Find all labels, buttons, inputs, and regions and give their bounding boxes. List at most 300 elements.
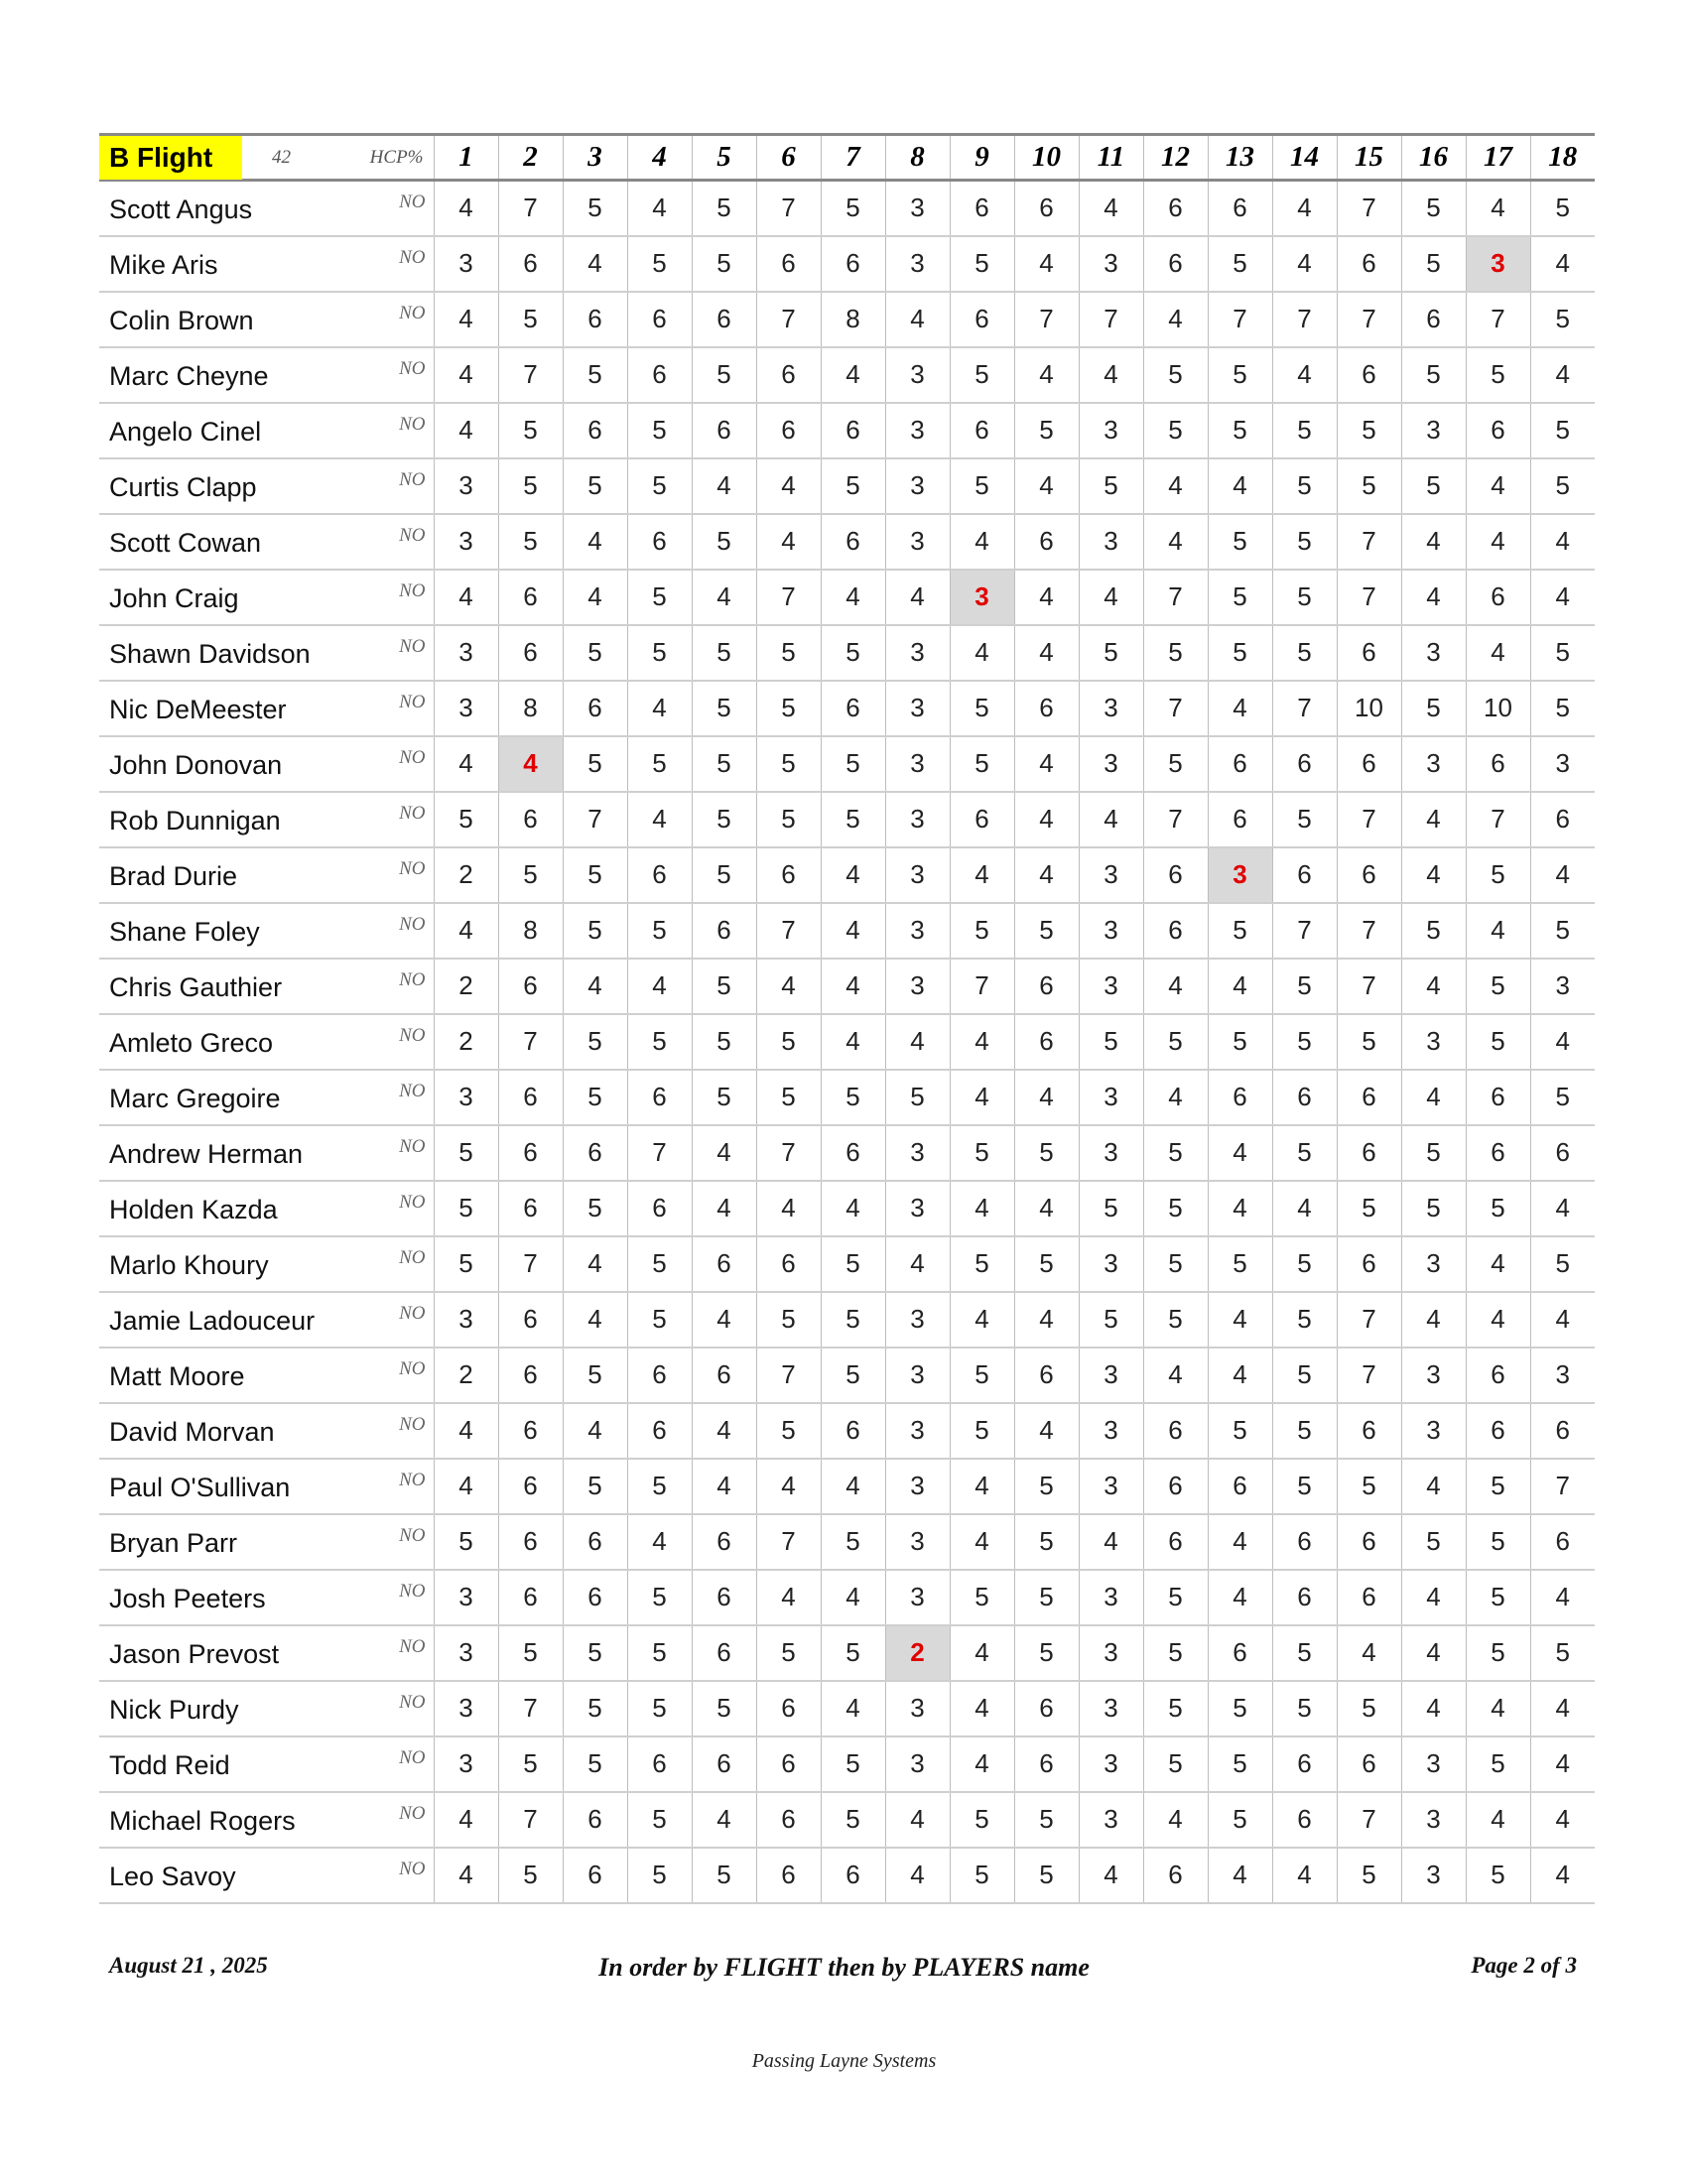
score-cell — [1466, 458, 1530, 514]
sort-order-note: In order by FLIGHT then by PLAYERS name — [598, 1953, 1090, 1982]
score-cell — [434, 1348, 498, 1403]
score-value: 7 — [1362, 970, 1376, 1000]
hcp-flag: NO — [399, 357, 426, 379]
score-value: 5 — [587, 748, 602, 778]
score-cell — [1272, 403, 1337, 458]
score-value: 5 — [1168, 1637, 1183, 1667]
score-value: 4 — [1362, 1637, 1376, 1667]
score-cell — [756, 1625, 821, 1681]
score-cell — [1466, 1181, 1530, 1236]
score-value: 5 — [587, 1693, 602, 1723]
score-cell — [1337, 1236, 1401, 1292]
score-cell — [563, 1848, 627, 1903]
score-cell — [885, 959, 950, 1014]
score-cell — [756, 625, 821, 681]
score-value: 5 — [974, 1137, 989, 1167]
score-value: 4 — [910, 581, 925, 611]
score-value: 5 — [652, 1860, 667, 1889]
score-value: 5 — [587, 1359, 602, 1389]
score-value: 5 — [652, 1471, 667, 1500]
score-value: 7 — [523, 359, 538, 389]
score-value: 5 — [845, 804, 860, 834]
score-value: 3 — [1104, 1637, 1118, 1667]
score-cell — [1272, 625, 1337, 681]
score-cell — [1014, 570, 1079, 625]
score-value: 5 — [1426, 1526, 1441, 1556]
score-value: 3 — [910, 1748, 925, 1778]
table-row — [99, 1181, 1595, 1236]
score-cell — [434, 1681, 498, 1736]
score-cell — [1014, 1181, 1079, 1236]
score-value: 6 — [1233, 1471, 1247, 1500]
hole-header-9: 9 — [950, 135, 1014, 181]
score-cell — [692, 458, 756, 514]
score-value: 7 — [1362, 1304, 1376, 1334]
score-cell — [885, 681, 950, 736]
score-value: 4 — [974, 1193, 989, 1222]
score-cell — [1530, 1570, 1595, 1625]
score-value: 3 — [910, 748, 925, 778]
score-cell — [1208, 792, 1272, 847]
table-row — [99, 1625, 1595, 1681]
score-cell — [821, 1070, 885, 1125]
score-cell — [1208, 458, 1272, 514]
score-value: 5 — [652, 915, 667, 945]
score-cell — [563, 570, 627, 625]
score-cell — [1337, 903, 1401, 959]
score-value: 6 — [587, 415, 602, 445]
score-value: 6 — [1297, 1082, 1312, 1111]
score-cell — [1079, 1681, 1143, 1736]
score-cell — [821, 1125, 885, 1181]
score-value: 4 — [652, 804, 667, 834]
score-cell — [1466, 514, 1530, 570]
score-value: 5 — [587, 1637, 602, 1667]
score-value: 5 — [1491, 859, 1505, 889]
hcp-flag: NO — [399, 635, 426, 657]
score-value: 3 — [910, 693, 925, 722]
score-cell — [1530, 1792, 1595, 1848]
score-cell — [756, 959, 821, 1014]
score-value: 4 — [1233, 1359, 1247, 1389]
score-value: 2 — [458, 970, 473, 1000]
score-cell — [498, 847, 563, 903]
score-value: 5 — [974, 248, 989, 278]
score-cell — [1208, 1459, 1272, 1514]
score-cell — [1530, 1236, 1595, 1292]
score-value: 4 — [1555, 859, 1570, 889]
score-value: 6 — [523, 1137, 538, 1167]
score-cell — [1272, 236, 1337, 292]
table-row — [99, 403, 1595, 458]
score-cell — [950, 1570, 1014, 1625]
score-value: 3 — [1426, 415, 1441, 445]
score-value: 3 — [910, 1693, 925, 1723]
score-value: 4 — [587, 248, 602, 278]
score-value: 5 — [523, 304, 538, 333]
score-value: 5 — [1362, 1693, 1376, 1723]
score-cell — [627, 792, 692, 847]
score-value: 5 — [974, 1582, 989, 1611]
score-cell — [821, 847, 885, 903]
player-name: Andrew Herman — [109, 1138, 304, 1169]
score-value: 3 — [910, 470, 925, 500]
score-cell — [1466, 1792, 1530, 1848]
score-value: 4 — [1491, 193, 1505, 223]
score-value: 5 — [1233, 1804, 1247, 1834]
player-name: Curtis Clapp — [109, 471, 257, 502]
score-value: 4 — [1168, 1359, 1183, 1389]
score-cell — [1272, 1848, 1337, 1903]
score-value: 3 — [974, 581, 989, 611]
score-value: 5 — [1233, 248, 1247, 278]
score-value: 5 — [716, 859, 731, 889]
score-cell — [498, 625, 563, 681]
score-cell — [885, 1459, 950, 1514]
score-cell — [1208, 959, 1272, 1014]
score-value: 5 — [1555, 193, 1570, 223]
score-cell — [1466, 1514, 1530, 1570]
score-cell — [756, 181, 821, 236]
table-row — [99, 236, 1595, 292]
score-cell — [563, 1292, 627, 1348]
player-cell — [99, 570, 434, 625]
score-cell — [1208, 1125, 1272, 1181]
score-value: 3 — [910, 1471, 925, 1500]
score-cell — [498, 903, 563, 959]
score-value: 4 — [1039, 1193, 1054, 1222]
score-cell — [498, 1181, 563, 1236]
score-value: 6 — [716, 915, 731, 945]
score-cell — [498, 292, 563, 347]
score-value: 4 — [458, 581, 473, 611]
score-cell — [1079, 1348, 1143, 1403]
score-value: 4 — [458, 915, 473, 945]
score-cell — [434, 1181, 498, 1236]
score-value: 4 — [1491, 915, 1505, 945]
score-cell — [1401, 792, 1466, 847]
score-value: 5 — [1426, 1137, 1441, 1167]
player-name: Michael Rogers — [109, 1805, 296, 1836]
score-cell — [885, 1570, 950, 1625]
player-cell — [99, 292, 434, 347]
score-cell — [692, 1236, 756, 1292]
score-value: 5 — [1039, 1804, 1054, 1834]
score-value: 6 — [1491, 1137, 1505, 1167]
score-cell — [1466, 959, 1530, 1014]
score-value: 4 — [974, 637, 989, 667]
player-name: Marc Gregoire — [109, 1083, 281, 1113]
score-value: 3 — [1104, 526, 1118, 556]
score-cell — [1272, 1181, 1337, 1236]
score-value: 6 — [652, 1082, 667, 1111]
score-cell — [1530, 903, 1595, 959]
score-cell — [1014, 1736, 1079, 1792]
score-cell — [498, 458, 563, 514]
score-cell — [434, 1570, 498, 1625]
table-row — [99, 1736, 1595, 1792]
score-value: 5 — [1426, 359, 1441, 389]
score-value: 6 — [1233, 1637, 1247, 1667]
score-cell — [950, 847, 1014, 903]
score-cell — [950, 736, 1014, 792]
score-cell — [1143, 1681, 1208, 1736]
score-cell — [950, 1181, 1014, 1236]
score-cell — [756, 903, 821, 959]
score-value: 5 — [1491, 1193, 1505, 1222]
score-value: 3 — [1104, 415, 1118, 445]
score-value: 5 — [716, 359, 731, 389]
score-value: 4 — [1168, 304, 1183, 333]
score-value: 3 — [1491, 248, 1505, 278]
score-cell — [1530, 847, 1595, 903]
player-name: Scott Cowan — [109, 527, 262, 558]
score-value: 3 — [1104, 693, 1118, 722]
score-value: 4 — [1491, 1804, 1505, 1834]
score-cell — [498, 959, 563, 1014]
player-cell — [99, 736, 434, 792]
score-value: 5 — [781, 1026, 796, 1056]
score-value: 5 — [845, 1637, 860, 1667]
score-value: 5 — [1297, 1471, 1312, 1500]
score-cell — [1530, 1459, 1595, 1514]
score-cell — [950, 181, 1014, 236]
score-cell — [1014, 1348, 1079, 1403]
score-cell — [1079, 736, 1143, 792]
score-value: 6 — [1168, 248, 1183, 278]
score-cell — [498, 681, 563, 736]
score-cell — [1337, 1848, 1401, 1903]
score-cell — [563, 1348, 627, 1403]
score-value: 7 — [781, 1359, 796, 1389]
hcp-flag: NO — [399, 1191, 426, 1213]
score-cell — [1337, 1125, 1401, 1181]
score-value: 6 — [1555, 1526, 1570, 1556]
player-cell — [99, 458, 434, 514]
player-name: Mike Aris — [109, 249, 218, 280]
score-cell — [756, 1681, 821, 1736]
score-value: 4 — [1555, 526, 1570, 556]
player-name: Leo Savoy — [109, 1861, 236, 1891]
score-value: 3 — [1233, 859, 1247, 889]
score-cell — [498, 181, 563, 236]
score-cell — [756, 1792, 821, 1848]
score-value: 4 — [1168, 1804, 1183, 1834]
score-value: 5 — [1233, 1026, 1247, 1056]
score-cell — [434, 1125, 498, 1181]
score-cell — [1337, 792, 1401, 847]
score-cell — [563, 625, 627, 681]
score-value: 5 — [587, 915, 602, 945]
hcp-flag: NO — [399, 1413, 426, 1435]
score-cell — [563, 1014, 627, 1070]
score-cell — [821, 1848, 885, 1903]
score-cell — [1143, 181, 1208, 236]
score-value: 4 — [652, 1526, 667, 1556]
score-cell — [692, 1403, 756, 1459]
score-value: 6 — [1362, 1748, 1376, 1778]
score-cell — [1337, 736, 1401, 792]
score-value: 5 — [1362, 1026, 1376, 1056]
score-value: 4 — [910, 304, 925, 333]
score-value: 3 — [1104, 915, 1118, 945]
score-cell — [434, 1459, 498, 1514]
score-value: 6 — [781, 1693, 796, 1723]
score-value: 3 — [458, 470, 473, 500]
software-credit: Passing Layne Systems — [751, 2050, 937, 2072]
score-value: 6 — [1297, 1804, 1312, 1834]
score-cell — [1143, 1459, 1208, 1514]
player-cell — [99, 1514, 434, 1570]
score-value: 6 — [716, 304, 731, 333]
score-value: 3 — [910, 1137, 925, 1167]
score-value: 7 — [1104, 304, 1118, 333]
score-cell — [563, 347, 627, 403]
score-value: 6 — [845, 415, 860, 445]
score-cell — [1143, 236, 1208, 292]
score-value: 5 — [1362, 470, 1376, 500]
score-value: 3 — [910, 915, 925, 945]
player-cell — [99, 959, 434, 1014]
score-value: 4 — [587, 1415, 602, 1445]
score-value: 6 — [1039, 693, 1054, 722]
score-cell — [434, 458, 498, 514]
score-value: 4 — [1039, 859, 1054, 889]
score-cell — [627, 903, 692, 959]
score-value: 5 — [587, 1471, 602, 1500]
score-value: 6 — [1233, 193, 1247, 223]
score-value: 4 — [1039, 804, 1054, 834]
score-cell — [1272, 292, 1337, 347]
score-value: 6 — [1297, 859, 1312, 889]
score-cell — [692, 625, 756, 681]
score-value: 7 — [781, 193, 796, 223]
score-value: 7 — [587, 804, 602, 834]
hole-header-6: 6 — [756, 135, 821, 181]
score-value: 5 — [523, 415, 538, 445]
score-cell — [1143, 1570, 1208, 1625]
score-cell — [692, 1570, 756, 1625]
player-cell — [99, 1681, 434, 1736]
score-cell — [1208, 514, 1272, 570]
score-value: 4 — [845, 1693, 860, 1723]
score-value: 6 — [652, 1193, 667, 1222]
score-cell — [885, 792, 950, 847]
score-value: 6 — [845, 1137, 860, 1167]
score-value: 7 — [1168, 581, 1183, 611]
table-row — [99, 1348, 1595, 1403]
score-cell — [1014, 625, 1079, 681]
score-cell — [1337, 570, 1401, 625]
score-cell — [1143, 959, 1208, 1014]
score-cell — [1208, 1403, 1272, 1459]
score-cell — [498, 403, 563, 458]
score-value: 6 — [523, 637, 538, 667]
score-value: 6 — [1233, 1082, 1247, 1111]
score-cell — [1466, 625, 1530, 681]
score-value: 5 — [1297, 581, 1312, 611]
score-cell — [1401, 1570, 1466, 1625]
score-cell — [821, 1403, 885, 1459]
player-name: Rob Dunnigan — [109, 805, 281, 835]
score-value: 6 — [781, 859, 796, 889]
score-value: 5 — [1491, 1582, 1505, 1611]
score-cell — [1272, 959, 1337, 1014]
score-value: 3 — [910, 1415, 925, 1445]
score-cell — [627, 681, 692, 736]
score-value: 5 — [1233, 526, 1247, 556]
score-cell — [756, 1403, 821, 1459]
score-cell — [1337, 514, 1401, 570]
hcp-flag: NO — [399, 1246, 426, 1268]
score-value: 4 — [587, 970, 602, 1000]
player-cell — [99, 1570, 434, 1625]
score-cell — [885, 903, 950, 959]
table-row — [99, 1459, 1595, 1514]
score-cell — [821, 1292, 885, 1348]
score-cell — [498, 1459, 563, 1514]
player-name: Josh Peeters — [109, 1583, 266, 1613]
hole-header-16: 16 — [1401, 135, 1466, 181]
score-value: 4 — [458, 748, 473, 778]
score-value: 5 — [1555, 470, 1570, 500]
score-value: 5 — [716, 1082, 731, 1111]
score-cell — [1466, 570, 1530, 625]
score-value: 7 — [523, 1026, 538, 1056]
score-value: 6 — [1362, 637, 1376, 667]
score-cell — [756, 1236, 821, 1292]
score-cell — [1143, 347, 1208, 403]
score-cell — [756, 847, 821, 903]
score-value: 5 — [652, 1248, 667, 1278]
score-value: 3 — [910, 970, 925, 1000]
score-cell — [1143, 1736, 1208, 1792]
score-value: 5 — [910, 1082, 925, 1111]
score-cell — [1272, 903, 1337, 959]
score-value: 6 — [523, 1359, 538, 1389]
score-value: 5 — [1491, 1471, 1505, 1500]
score-value: 5 — [587, 859, 602, 889]
hole-header-1: 1 — [434, 135, 498, 181]
score-cell — [1272, 1236, 1337, 1292]
score-cell — [1401, 236, 1466, 292]
score-value: 3 — [1104, 1748, 1118, 1778]
score-value: 7 — [1491, 304, 1505, 333]
score-cell — [627, 1514, 692, 1570]
score-value: 4 — [1233, 1526, 1247, 1556]
score-value: 4 — [845, 581, 860, 611]
score-value: 3 — [1426, 1026, 1441, 1056]
score-value: 6 — [652, 359, 667, 389]
score-cell — [1079, 1625, 1143, 1681]
score-cell — [1143, 1792, 1208, 1848]
score-value: 5 — [1039, 1471, 1054, 1500]
score-value: 4 — [781, 970, 796, 1000]
score-cell — [563, 1459, 627, 1514]
score-value: 6 — [1039, 526, 1054, 556]
score-cell — [1401, 1625, 1466, 1681]
score-value: 6 — [781, 248, 796, 278]
score-cell — [1079, 1403, 1143, 1459]
score-value: 6 — [974, 804, 989, 834]
score-cell — [885, 1348, 950, 1403]
score-value: 5 — [1233, 1748, 1247, 1778]
score-value: 3 — [910, 1193, 925, 1222]
score-value: 3 — [1555, 970, 1570, 1000]
player-name: John Craig — [109, 582, 239, 613]
score-cell — [627, 1348, 692, 1403]
score-value: 3 — [1555, 748, 1570, 778]
